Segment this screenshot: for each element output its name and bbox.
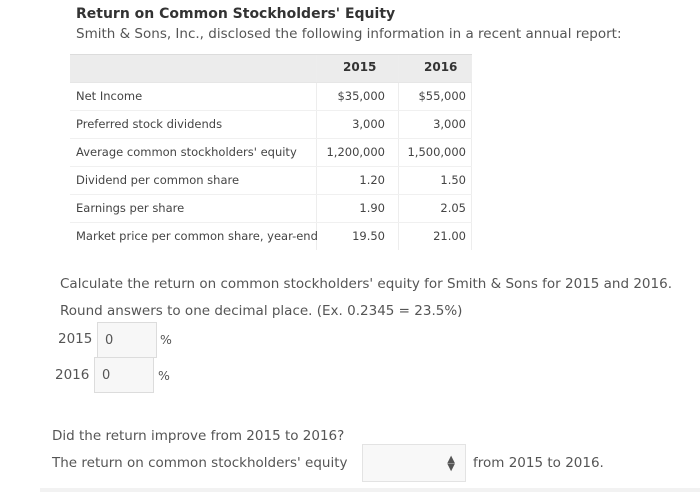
row-label: Market price per common share, year-end xyxy=(76,229,318,243)
row-label: Preferred stock dividends xyxy=(76,117,223,131)
row-value-2016: $55,000 xyxy=(418,89,466,103)
table-row xyxy=(70,223,472,251)
question-text: Calculate the return on common stockholders' equity for Smith & Sons for 2015 and 2016. xyxy=(60,276,672,292)
row-value-2015: 1.90 xyxy=(359,201,385,215)
bottom-edge xyxy=(40,488,700,492)
year-label-2015: 2015 xyxy=(58,331,93,347)
row-divider xyxy=(70,194,472,195)
row-divider xyxy=(70,138,472,139)
improve-dropdown[interactable] xyxy=(362,444,466,482)
table-row xyxy=(70,195,472,223)
row-divider xyxy=(70,110,472,111)
problem-title: Return on Common Stockholders' Equity xyxy=(76,6,396,22)
row-value-2016: 1.50 xyxy=(440,173,466,187)
row-value-2016: 2.05 xyxy=(440,201,466,215)
col-header-2015: 2015 xyxy=(343,60,377,74)
problem-subtitle: Smith & Sons, Inc., disclosed the following information in a recent annual report: xyxy=(76,26,622,42)
row-value-2015: 1,200,000 xyxy=(326,145,385,159)
percent-sign-2015: % xyxy=(160,332,172,347)
improve-suffix: from 2015 to 2016. xyxy=(473,455,604,471)
row-value-2015: 3,000 xyxy=(352,117,385,131)
answer-input-2016[interactable] xyxy=(94,357,154,393)
table-row xyxy=(70,139,472,167)
row-label: Dividend per common share xyxy=(76,173,240,187)
row-value-2015: 1.20 xyxy=(359,173,385,187)
row-value-2015: $35,000 xyxy=(337,89,385,103)
percent-sign-2016: % xyxy=(158,368,170,383)
row-label: Earnings per share xyxy=(76,201,185,215)
row-divider xyxy=(70,166,472,167)
row-value-2015: 19.50 xyxy=(352,229,385,243)
row-value-2016: 21.00 xyxy=(433,229,466,243)
dropdown-updown-icon: ▲ ▼ xyxy=(447,454,455,473)
row-label: Average common stockholders' equity xyxy=(76,145,297,159)
table-row xyxy=(70,167,472,195)
row-value-2016: 3,000 xyxy=(433,117,466,131)
year-label-2016: 2016 xyxy=(55,367,90,383)
answer-input-2015[interactable] xyxy=(97,322,157,358)
row-value-2016: 1,500,000 xyxy=(407,145,466,159)
row-divider xyxy=(70,222,472,223)
table-row xyxy=(70,111,472,139)
row-label: Net Income xyxy=(76,89,143,103)
col-header-2016: 2016 xyxy=(424,60,458,74)
table-header xyxy=(70,54,472,82)
rounding-instruction: Round answers to one decimal place. (Ex. 0.2345 = 23.5%) xyxy=(60,303,463,319)
table-row xyxy=(70,83,472,111)
improve-prefix: The return on common stockholders' equity xyxy=(52,455,348,471)
improve-question: Did the return improve from 2015 to 2016? xyxy=(52,428,345,444)
